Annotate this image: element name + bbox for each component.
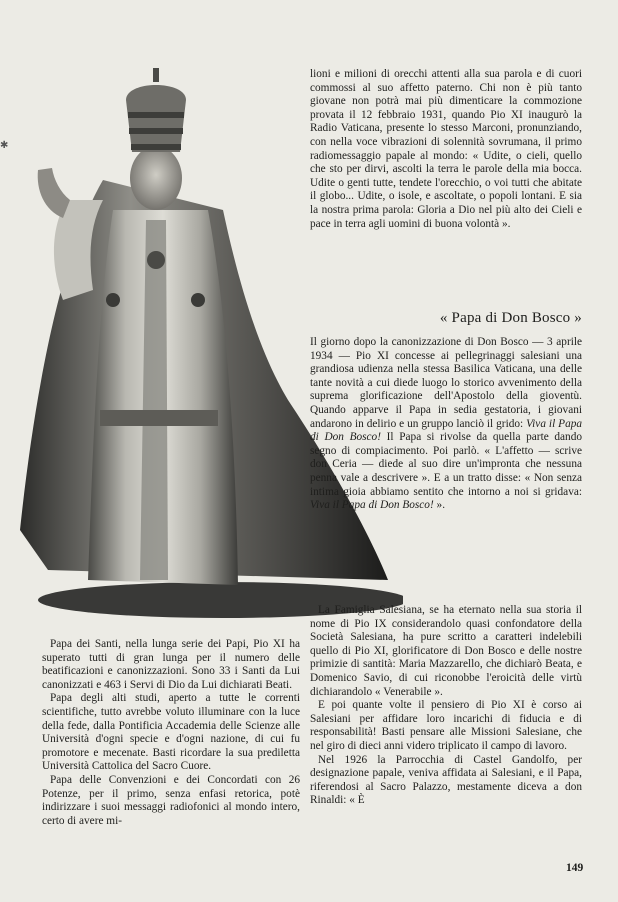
text-run: ». (433, 499, 446, 512)
italic-quote: Viva il Papa di Don Bosco! (310, 417, 583, 444)
right-column-bottom-text (310, 604, 582, 808)
paragraph: La Famiglia Salesiana, se ha eternato nella sua storia il nome di Pio IX considerandolo quasi confondatore della Società Salesiana, ha pure scritto a caratteri indelebili quello di Pio XI, glorificatore di Don Bosco e delle nostre primizie di santità: Maria Mazzarello, che dichiarò Beata, e Domenico Savio, di cui riconobbe l'eroicità delle virtù dichiarandolo « Venerabile ». (310, 604, 582, 698)
right-column-top-text (310, 68, 582, 231)
paragraph: Papa dei Santi, nella lunga serie dei Papi, Pio XI ha superato tutti di gran lunga per il numero delle beatificazioni e canonizzazioni. Sono 33 i Santi da Lui canonizzati e 463 i Servi di Dio da Lui dichiarati Beati. (42, 638, 300, 691)
page-number: 149 (566, 862, 584, 874)
section-title: « Papa di Don Bosco » (439, 310, 582, 326)
left-column-bottom-text (42, 638, 300, 828)
right-column-middle-text (310, 336, 582, 513)
margin-mark: ✱ (0, 140, 9, 151)
text-run: Il giorno dopo la canonizzazione di Don Bosco — 3 aprile 1934 — Pio XI concesse ai pellegrinaggi salesiani una grandiosa udienza nella stessa Basilica Vaticana, una delle tante novità a cui diede luogo lo storico avvenimento della suprema glorificazione dell'Apostolo della gioventù. Quando apparve il Papa in sedia gestatoria, i giovani andarono in delirio e un gruppo lanciò il grido: (310, 336, 582, 430)
paragraph: Papa delle Convenzioni e dei Concordati con 26 Potenze, per il primo, senza enfasi retorica, potè indirizzare i suoi messaggi radiofonici al mondo intero, certo di avere mi- (42, 773, 300, 827)
paragraph (310, 336, 582, 513)
paragraph: lioni e milioni di orecchi attenti alla sua parola e di cuori commossi al suo affetto paterno. Chi non è più tanto giovane non potrà mai più dimenticare la commozione provata il 12 febbraio 1931, quando Pio XI inaugurò la Radio Vaticana, presente lo stesso Marconi, pronunziando, con nella voce vibrazioni di solennità sovrumana, il primo radiomessaggio papale al mondo: « Udite, o cieli, quello che sto per dirvi, ascolti la terra le parole della mia bocca. Udite o genti tutte, tendete l'orecchio, o voi tutti che abitate il globo... Udite, o isole, e ascoltate, o popoli lontani. E sia la nostra prima parola: Gloria a Dio nel più alto dei Cieli e pace in terra agli uomini di buona volontà ». (310, 68, 582, 230)
paragraph: Papa degli alti studi, aperto a tutte le correnti scientifiche, tutto avrebbe voluto illuminare con la luce della fede, dalla Pontificia Accademia delle Scienze alle Università d'ogni specie e d'ogni nazione, di cui fu promotore e mecenate. Basti ricordare la sua prediletta Università Cattolica del Sacro Cuore. (42, 692, 300, 773)
italic-quote: Viva il Papa di Don Bosco! (310, 499, 434, 512)
text-run: Il Papa si rivolse da quella parte dando segno di compiacimento. Poi parlò. « L'affetto — scrive don Ceria — diede al suo dire un'impronta che nessuna penna vale a descrivere ». E a un tratto disse: « Non senza intima gioia abbiamo sentito che intorno a noi si gridava: (310, 431, 583, 498)
paragraph: Nel 1926 la Parrocchia di Castel Gandolfo, per designazione papale, veniva affidata ai Salesiani, e il Papa, riferendosi al Sacro Palazzo, mestamente diceva a don Rinaldi: « È (310, 753, 582, 807)
paragraph: E poi quante volte il pensiero di Pio XI è corso ai Salesiani per affidare loro incarichi di fiducia e di responsabilità! Basti pensare alle Missioni Salesiane, che nel giro di dieci anni videro triplicato il campo di lavoro. (310, 699, 582, 752)
